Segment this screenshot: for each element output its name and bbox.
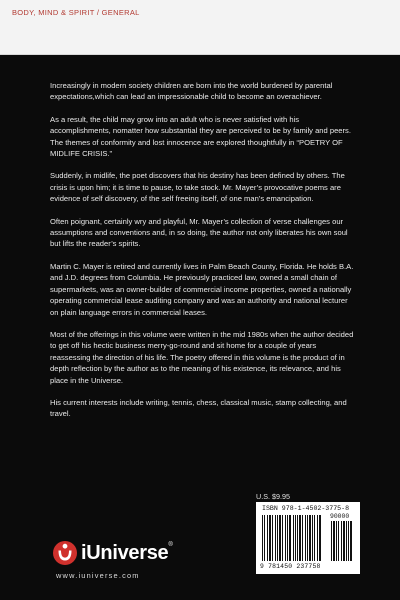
- category-label: BODY, MIND & SPIRIT / GENERAL: [12, 8, 140, 17]
- barcode-bars: [262, 515, 325, 561]
- category-bar: [0, 0, 400, 55]
- barcode-addon-digits: 90000: [330, 513, 350, 520]
- publisher-name: [81, 542, 172, 565]
- publisher-name-text: iUniverse: [81, 541, 169, 564]
- blurb-paragraph: Increasingly in modern society children are born into the world burdened by parental expectations,which can lead an impressionable child to become an overachiever.: [50, 81, 333, 102]
- registered-mark: ®: [168, 541, 173, 548]
- isbn-barcode: [256, 502, 360, 574]
- price-label: U.S. $9.95: [256, 492, 290, 501]
- publisher-logo: [52, 540, 172, 566]
- author-bio-paragraph: Martin C. Mayer is retired and currently lives in Palm Beach County, Florida. He holds B.A. and J.D. degrees from Columbia. He previously practiced law, owned a small chain of supermarkets, was an owner-builder of commercial income properties, owned a nationally operating commercial lease auditing company and was an authority and national lecturer on plain language errors in commercial leases.: [50, 261, 354, 317]
- barcode-ean-digits: 9 781450 237758: [260, 563, 321, 570]
- barcode-bar: [350, 521, 352, 561]
- blurb-paragraph: Often poignant, certainly wry and playful, Mr. Mayer’s collection of verse challenges our assumptions and conventions and, in so doing, the author not only liberates his own soul but lifts the reader’s spirits.: [50, 216, 348, 249]
- blurb-paragraph: As a result, the child may grow into an adult who is never satisfied with his accomplishments, nomatter how substantial they are perceived to be by family and peers. The themes of conformity and lost innocence are explored thoughtfully in “POETRY OF MIDLIFE CRISIS.”: [50, 114, 351, 159]
- iuniverse-logo-icon: [52, 540, 78, 566]
- back-cover-blurb: [50, 80, 357, 431]
- isbn-text: ISBN 978-1-4502-3775-8: [262, 505, 350, 512]
- blurb-paragraph: His current interests include writing, tennis, chess, classical music, stamp collecting, and travel.: [50, 397, 347, 419]
- barcode-space: [321, 515, 322, 561]
- barcode-addon-bars: [331, 521, 355, 561]
- blurb-paragraph: Most of the offerings in this volume were written in the mid 1980s when the author decided to get off his hectic business merry-go-round and sit home for a couple of years reassessing the direction of his life. The poetry offered in this volume is the product of in depth reflection by the author as to the meaning of his existence, its relevance, and his place in the Universe.: [50, 329, 354, 385]
- publisher-website: www.iuniverse.com: [56, 571, 140, 580]
- blurb-paragraph: Suddenly, in midlife, the poet discovers that his destiny has been defined by others. The crisis is upon him; it is time to pause, to take stock. Mr. Mayer’s provocative poems are evidence of self discovery, of the self freeing itself, of one man’s emancipation.: [50, 171, 345, 204]
